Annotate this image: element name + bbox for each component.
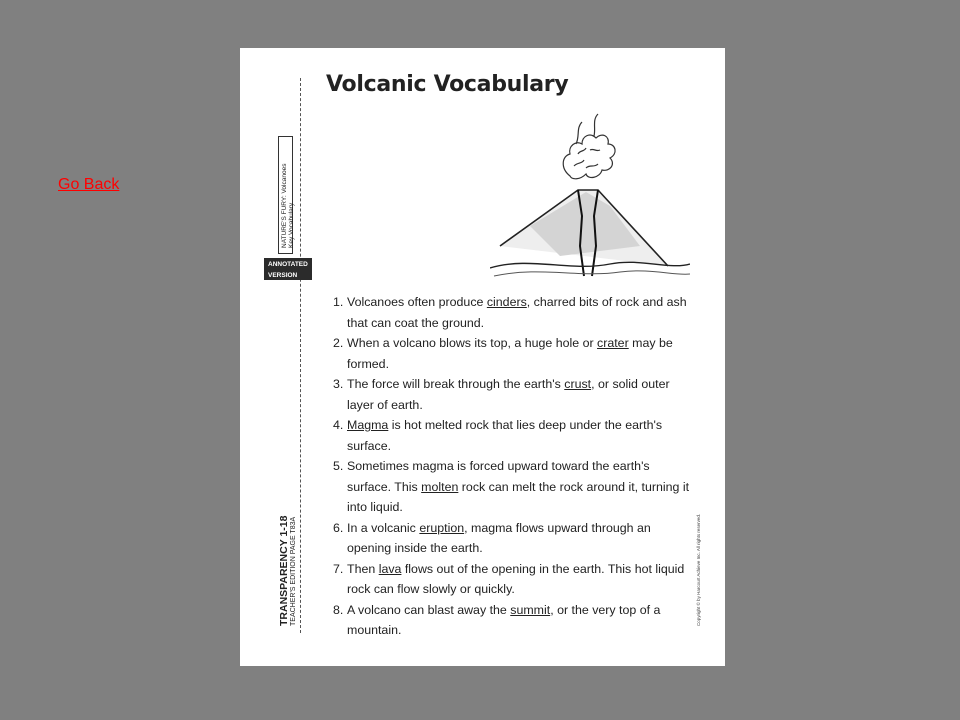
list-item: 7. Then lava flows out of the opening in the earth. This hot liquid rock can flow slowly or quickly. [333, 561, 685, 596]
vocab-term: lava [378, 561, 402, 576]
vocab-term: summit [510, 602, 551, 617]
vocab-term: molten [421, 479, 459, 494]
topic-sublabel: Key Vocabulary [288, 202, 295, 248]
vocab-term: crust [564, 377, 592, 391]
vocabulary-list [333, 292, 693, 641]
vocab-term: cinders [486, 295, 527, 309]
list-item: 3. The force will break through the earth's crust, or solid outer layer of earth. [333, 377, 670, 412]
vocab-term: eruption [419, 520, 465, 535]
list-item: 4. Magma is hot melted rock that lies deep under the earth's surface. [333, 418, 663, 453]
margin-rule [300, 78, 302, 633]
topic-label: NATURE'S FURY: Volcanoes [281, 163, 288, 248]
badge-line2: VERSION [268, 272, 298, 279]
copyright-note: Copyright © by Harcourt Achieve Inc. All rights reserved. [696, 513, 701, 626]
go-back-link[interactable]: Go Back [58, 176, 120, 193]
list-item: 2. When a volcano blows its top, a huge hole or crater may be formed. [333, 336, 673, 371]
list-item: 5. Sometimes magma is forced upward toward the earth's surface. This molten rock can melt the rock around it, turning it into liquid. [333, 459, 690, 514]
teacher-edition-label: TEACHER'S EDITION PAGE T83A [290, 516, 297, 626]
badge-line1: ANNOTATED [268, 261, 308, 268]
vocab-term: Magma [347, 418, 389, 432]
annotated-version-badge [264, 258, 312, 280]
list-item: 6. In a volcanic eruption, magma flows upward through an opening inside the earth. [333, 520, 651, 555]
page-title: Volcanic Vocabulary [326, 72, 569, 97]
vocab-term: crater [597, 336, 629, 350]
volcano-icon [490, 106, 690, 281]
list-item: 1. Volcanoes often produce cinders, charred bits of rock and ash that can coat the ground. [333, 295, 687, 330]
list-item: 8. A volcano can blast away the summit, or the very top of a mountain. [333, 602, 661, 637]
vocabulary-worksheet [240, 48, 725, 666]
transparency-label: TRANSPARENCY 1-18 [278, 515, 290, 626]
